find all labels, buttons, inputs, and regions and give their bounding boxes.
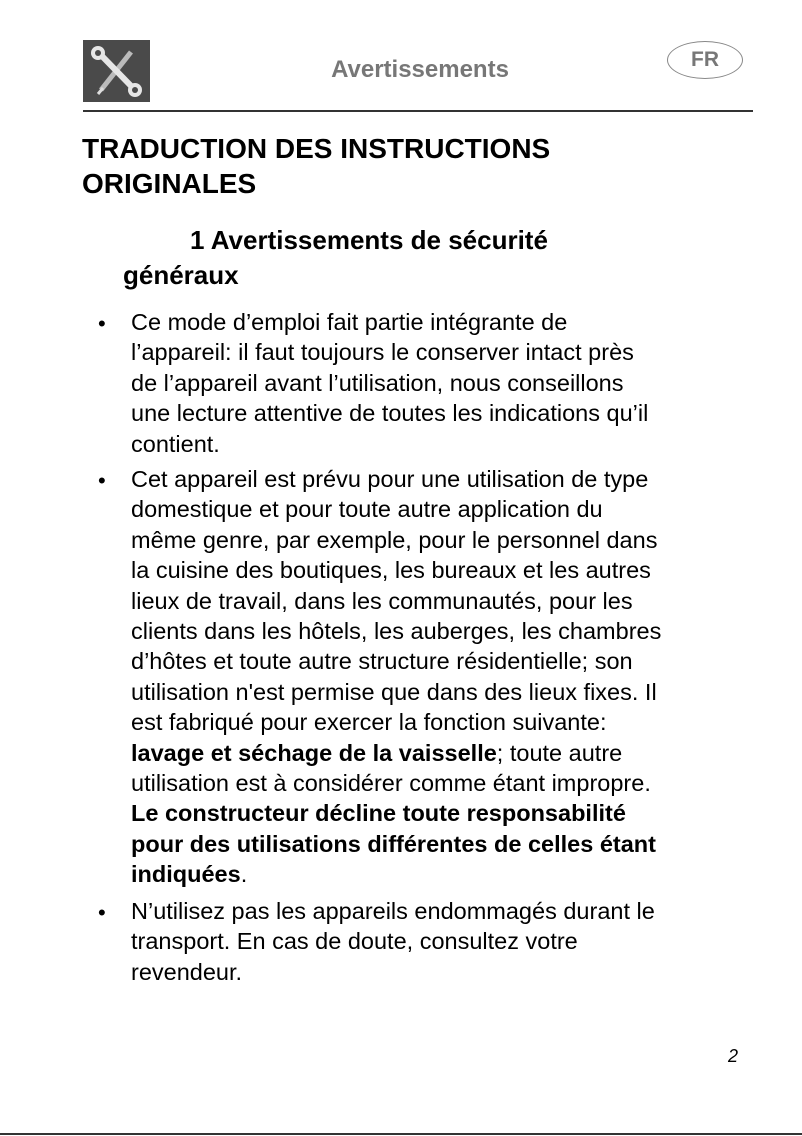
bullet-icon: • xyxy=(98,900,106,925)
text: est fabriqué pour exercer la fonction suivante: xyxy=(131,709,607,736)
bullet-text-line xyxy=(131,740,622,767)
text: N’utilisez pas les appareils endommagés durant le xyxy=(131,898,655,924)
text: même genre, par exemple, pour le personnel dans xyxy=(131,526,658,553)
text: d’hôtes et toute autre structure résidentielle; son xyxy=(131,648,633,675)
bullet-text-line xyxy=(131,400,648,427)
header-title: Avertissements xyxy=(331,56,509,83)
bullet-text-line xyxy=(131,527,657,554)
bullet-text-line xyxy=(131,861,247,888)
bold-text: Le constructeur décline toute responsabilité xyxy=(131,800,626,827)
text: utilisation n'est permise que dans des lieux fixes. Il xyxy=(131,678,657,705)
text: de l’appareil avant l’utilisation, nous conseillons xyxy=(131,369,624,396)
text: revendeur. xyxy=(131,958,243,985)
text: clients dans les hôtels, les auberges, les chambres xyxy=(131,618,662,644)
text: lieux de travail, dans les communautés, pour les xyxy=(131,587,633,614)
title-line: ORIGINALES xyxy=(82,168,257,199)
bullet-text-line xyxy=(131,431,220,458)
language-badge: FR xyxy=(667,41,743,79)
text: transport. En cas de doute, consultez votre xyxy=(131,928,578,955)
bullet-text-line xyxy=(131,339,634,366)
bullet-text-line xyxy=(131,709,607,736)
bullet-text-line xyxy=(131,466,648,493)
bullet-text-line xyxy=(131,648,633,675)
bullet-text-line xyxy=(131,800,626,827)
text: . xyxy=(240,861,248,888)
bold-text: pour des utilisations différentes de celles étant xyxy=(131,830,656,857)
text: contient. xyxy=(131,430,220,457)
footer-divider xyxy=(0,1133,802,1135)
bullet-text-line xyxy=(131,928,578,955)
section-heading-cont: généraux xyxy=(123,260,239,290)
bullet-text-line xyxy=(131,770,651,797)
bullet-icon: • xyxy=(98,311,106,336)
header-divider xyxy=(83,110,753,112)
bullet-text-line xyxy=(131,370,624,397)
section-heading: 1 Avertissements de sécurité xyxy=(190,225,548,255)
bullet-text-line xyxy=(131,679,657,706)
title-line: TRADUCTION DES INSTRUCTIONS xyxy=(82,133,551,164)
bullet-text-line xyxy=(131,557,651,584)
text: utilisation est à considérer comme étant impropre. xyxy=(131,770,651,796)
text: Cet appareil est prévu pour une utilisation de type xyxy=(131,466,649,492)
bold-text: indiquées xyxy=(131,861,241,888)
bullet-text-line xyxy=(131,618,661,645)
bullet-text-line xyxy=(131,309,567,336)
text: la cuisine des boutiques, les bureaux et les autres xyxy=(131,557,651,584)
document-title xyxy=(82,131,550,201)
page-number: 2 xyxy=(728,1046,739,1066)
bullet-text-line xyxy=(131,959,242,986)
bullet-text-line xyxy=(131,831,656,858)
text: domestique et pour toute autre application du xyxy=(131,496,603,523)
bullet-text-line xyxy=(131,496,603,523)
bullet-text-line xyxy=(131,588,633,615)
text: Ce mode d’emploi fait partie intégrante de xyxy=(131,309,568,335)
bullet-text-line xyxy=(131,898,655,925)
text: ; toute autre xyxy=(496,739,623,766)
bold-text: lavage et séchage de la vaisselle xyxy=(131,739,497,766)
text: une lecture attentive de toutes les indications qu’il xyxy=(131,400,649,427)
text: l’appareil: il faut toujours le conserver intact près xyxy=(131,339,634,366)
bullet-icon: • xyxy=(98,468,106,493)
